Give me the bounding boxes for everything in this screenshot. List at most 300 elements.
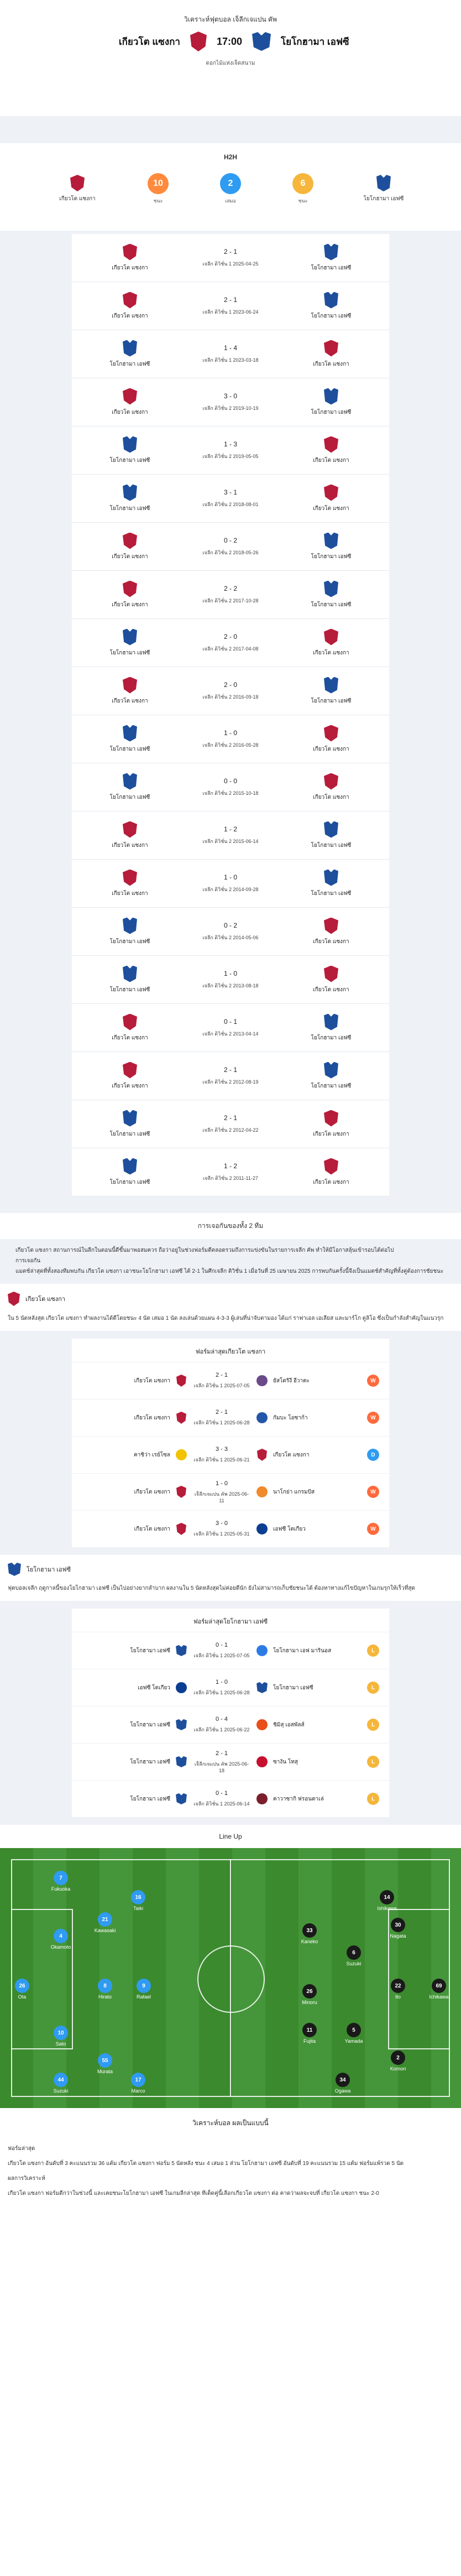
h2h-match-row[interactable] [72,282,389,330]
competition-title: วิเคราะห์ฟุตบอล เจ็ลีกเจแปน คัพ [184,15,277,23]
player-number: 30 [391,1918,405,1932]
match-away-name: เกียวโต แซงกา [313,794,349,800]
form-home-crest [170,1645,192,1656]
match-home [83,629,177,657]
yokohama-crest-icon [123,485,137,501]
match-away [284,485,378,513]
team-crest-icon [256,1756,268,1767]
yokohama-crest-icon [123,1158,137,1175]
form-score: 1 - 0 [215,1679,228,1685]
team-crest-icon [256,1523,268,1534]
yokohama-crest-icon [324,677,338,694]
yokohama-crest-icon [123,1110,137,1127]
player-name: Marco [131,2088,145,2094]
match-home-name: เกียวโต แซงกา [112,553,148,560]
form-row[interactable] [72,1473,389,1510]
match-home [83,1158,177,1186]
player-number: 8 [98,1979,112,1993]
match-away-name: โยโกฮามา เอฟซี [311,842,352,849]
match-date: เจลีก ดิวิชั่น 2 2018-08-01 [202,502,259,507]
kyoto-crest-icon [8,1292,20,1306]
match-away-name: เกียวโต แซงกา [313,361,349,367]
match-away-name: เกียวโต แซงกา [313,1131,349,1137]
player-away [287,2023,332,2044]
match-away-name: เกียวโต แซงกา [313,457,349,464]
form-date: เจ็ลีกเจแปน คัพ 2025-06-18 [194,1761,249,1773]
form-date: เจลีก ดิวิชั่น 1 2025-06-22 [193,1727,250,1732]
kyoto-section-name: เกียวโต แซงกา [25,1296,65,1303]
h2h-match-row[interactable] [72,571,389,619]
result-badge: L [367,1682,379,1694]
h2h-match-row[interactable] [72,619,389,667]
match-away [284,629,378,657]
form-away-name: ชิมิสุ เอสพัลส์ [273,1721,305,1728]
kyoto-crest-icon [324,773,338,790]
match-away [284,292,378,320]
yokohama-form-box [72,1609,389,1817]
form-home-crest [170,1682,192,1693]
player-number: 33 [302,1923,317,1938]
h2h-row [0,161,461,205]
player-name: Ishikawa [377,1906,397,1911]
h2h-match-row[interactable] [72,956,389,1004]
match-date: เจลีก ดิวิชั่น 1 2023-03-18 [202,357,259,363]
match-center [202,585,258,605]
form-row[interactable] [72,1362,389,1399]
analysis-subheading: การเจอกัน [15,1258,41,1264]
form-score: 0 - 1 [215,1790,228,1797]
player-away [376,2051,420,2072]
match-center [202,1066,258,1086]
form-away-name: โยโกฮามา เอฟ มารินอส [273,1647,332,1654]
yokohama-crest-icon [123,629,137,646]
form-center [192,1446,251,1464]
player-home [83,1979,127,2000]
match-away [284,340,378,368]
result-badge: L [367,1645,379,1657]
player-number: 44 [54,2073,68,2087]
player-number: 14 [380,1890,394,1904]
match-home [83,533,177,561]
match-score: 1 - 2 [223,1162,237,1170]
player-away [376,1918,420,1939]
h2h-match-row[interactable] [72,1100,389,1148]
h2h-summary [0,143,461,231]
match-home-name: เกียวโต แซงกา [112,698,148,704]
match-home-name: โยโกฮามา เอฟซี [109,457,150,464]
form-date: เจลีก ดิวิชั่น 1 2025-06-21 [193,1457,250,1463]
player-name: Okamoto [50,1944,71,1950]
wins-count: 10 [148,173,169,194]
form-away-crest [251,1682,273,1693]
result-badge: W [367,1523,379,1535]
yokohama-form-wrap [0,1601,461,1825]
match-away [284,1110,378,1138]
player-home [122,1979,166,2000]
match-away-name: เกียวโต แซงกา [313,505,349,512]
kyoto-crest-icon [324,340,338,357]
match-score: 1 - 4 [223,344,237,352]
yokohama-crest-icon [376,175,391,191]
match-away [284,677,378,705]
match-score: 3 - 0 [223,392,237,400]
yokohama-section-name: โยโกฮามา เอฟซี [27,1567,71,1573]
player-home [83,1912,127,1933]
match-date: เจลีก ดิวิชั่น 2 2016-09-18 [202,694,259,700]
match-away-name: โยโกฮามา เอฟซี [311,698,352,704]
player-name: Kawasaki [94,1928,116,1933]
form-away-name: เกียวโต แซงกา [273,1451,310,1458]
form-center [192,1480,251,1503]
player-home [39,2026,83,2047]
player-away [365,1890,409,1911]
form-row[interactable] [72,1780,389,1817]
match-home [83,485,177,513]
form-center [192,1409,251,1427]
yokohama-crest-icon [252,32,271,51]
match-center [202,248,258,268]
match-home [83,388,177,417]
yokohama-section-header [0,1555,461,1584]
match-date: เจลีก ดิวิชั่น 2 2014-05-06 [202,935,259,940]
match-away-name: โยโกฮามา เอฟซี [311,890,352,897]
losses-label: ชนะ [298,198,308,204]
form-home-name: คาชิว่า เรย์โซล [133,1451,170,1458]
yokohama-crest-icon [324,1014,338,1031]
match-date: เจลีก ดิวิชั่น 2 2011-11-27 [203,1175,258,1181]
form-home-name: เอฟซี โตเกียว [138,1684,170,1691]
match-away [284,870,378,898]
form-score: 2 - 1 [215,1372,228,1378]
prediction-paragraph: เกียวโต แซงกา อันดับที่ 3 คะแนนรวม 36 แต้ม เกียวโต แซงกา ฟอร์ม 5 นัดหลัง ชนะ 4 เสมอ 1 ส่วน โยโกฮามา เอฟซี อันดับที่ 19 คะแนนรวม 15 แต้ม ฟอร์มแพ้รวด 5 นัด [8,2161,404,2167]
match-away-name: โยโกฮามา เอฟซี [311,313,352,319]
player-name: Fujita [303,2038,316,2044]
match-center [202,825,258,845]
player-number: 7 [54,1871,68,1885]
form-away-name: นาโกย่า แกรมปัส [273,1489,315,1495]
kyoto-crest-icon [324,725,338,742]
h2h-match-row[interactable] [72,667,389,715]
match-home-name: โยโกฮามา เอฟซี [109,986,150,993]
away-team-name: โยโกฮามา เอฟซี [281,36,349,47]
form-home-crest [170,1486,192,1498]
match-header [0,0,461,117]
team-crest-icon [176,1449,187,1460]
losses-count: 6 [292,173,313,194]
match-date: เจลีก ดิวิชั่น 2 2012-08-19 [202,1079,259,1085]
match-away [284,436,378,465]
h2h-match-row[interactable] [72,715,389,763]
form-score: 0 - 4 [215,1716,228,1722]
h2h-match-row[interactable] [72,523,389,571]
prediction-title: วิเคราะห์บอล ผลเป็นแบบนี้ [192,2119,269,2127]
h2h-match-list [0,231,461,1213]
kyoto-form-title: ฟอร์มล่าสุดเกียวโต แซงกา [195,1349,266,1355]
kyoto-crest-icon [324,1158,338,1175]
match-date: เจลีก ดิวิชั่น 2 2013-08-18 [202,983,259,988]
h2h-match-row[interactable] [72,234,389,282]
form-row[interactable] [72,1436,389,1473]
match-center [202,537,258,556]
h2h-title: H2H [223,153,237,161]
form-home-crest [170,1412,192,1424]
match-score: 3 - 1 [223,488,237,496]
player-name: Minoru [302,2000,317,2005]
match-home [83,821,177,850]
result-badge: L [367,1793,379,1805]
match-date: เจลีก ดิวิชั่น 2 2018-05-26 [202,550,259,555]
h2h-match-row[interactable] [72,860,389,908]
match-home-name: เกียวโต แซงกา [112,890,148,897]
yokohama-crest-icon [176,1793,187,1804]
form-away-name: ซางัน โทสุ [273,1758,298,1765]
match-away-name: โยโกฮามา เอฟซี [311,409,352,415]
player-home [39,1871,83,1892]
player-name: Yamada [344,2038,363,2044]
kyoto-crest-icon [123,292,137,309]
form-score: 2 - 1 [215,1750,228,1757]
match-score: 2 - 0 [223,681,237,689]
kyoto-crest-icon [324,485,338,501]
match-away [284,1062,378,1090]
match-center [202,344,258,364]
form-center [192,1679,251,1696]
form-away-crest [251,1756,273,1767]
kyoto-crest-icon [324,436,338,453]
venue: ดอกไม้แห่งเจ็ดสนาม [206,60,255,66]
match-score: 2 - 1 [223,296,237,304]
yokohama-crest-icon [324,292,338,309]
yokohama-crest-icon [324,244,338,261]
player-away [321,2073,365,2094]
match-home-name: เกียวโต แซงกา [112,842,148,849]
form-date: เจ็ลีกเจแปน คัพ 2025-06-11 [194,1491,249,1503]
kickoff-time: 17:00 [216,35,243,47]
form-date: เจลีก ดิวิชั่น 1 2025-06-28 [193,1690,250,1695]
form-away-crest [251,1375,273,1386]
form-away-crest [251,1645,273,1656]
form-home-name: เกียวโต แซงกา [134,1377,170,1384]
match-score: 1 - 0 [223,873,237,881]
kyoto-crest-icon [123,870,137,886]
player-home [0,1979,44,2000]
match-score: 0 - 0 [223,777,237,785]
match-home-name: โยโกฮามา เอฟซี [109,1131,150,1137]
form-row[interactable] [72,1632,389,1669]
h2h-match-row[interactable] [72,763,389,811]
yokohama-crest-icon [324,821,338,838]
player-number: 26 [302,1984,317,1999]
centre-circle [197,1945,265,2013]
form-home-crest [170,1756,192,1767]
match-center [202,681,258,701]
match-home [83,1110,177,1138]
player-name: Taiki [133,1906,143,1911]
yokohama-crest-icon [8,1563,21,1576]
kyoto-crest-icon [123,677,137,694]
match-score: 0 - 2 [223,537,237,544]
match-home-name: โยโกฮามา เอฟซี [109,1179,150,1185]
form-score: 2 - 1 [215,1409,228,1416]
match-home-name: โยโกฮามา เอฟซี [109,505,150,512]
match-home [83,340,177,368]
match-home [83,725,177,753]
match-away-name: เกียวโต แซงกา [313,746,349,752]
player-away [332,1945,376,1966]
h2h-match-row[interactable] [72,426,389,475]
player-home [116,1890,160,1911]
yokohama-crest-icon [176,1756,187,1767]
match-score: 0 - 1 [223,1018,237,1026]
match-away-name: โยโกฮามา เอฟซี [311,264,352,271]
match-center [202,1114,258,1134]
player-number: 4 [54,1929,68,1943]
kyoto-section-header [0,1284,461,1314]
form-home-crest [170,1719,192,1730]
match-center [202,729,258,749]
player-name: Ota [18,1994,27,2000]
form-row[interactable] [72,1669,389,1706]
form-home-name: โยโกฮามา เอฟซี [130,1721,170,1728]
match-date: เจลีก ดิวิชั่น 2 2014-09-28 [202,887,259,892]
team-crest-icon [256,1645,268,1656]
match-home [83,1014,177,1042]
player-name: Ogawa [334,2088,351,2094]
player-away [417,1979,461,2000]
match-away-name: เกียวโต แซงกา [313,938,349,945]
yokohama-crest-icon [123,725,137,742]
match-home [83,918,177,946]
form-score: 3 - 0 [215,1520,228,1527]
h2h-home [44,175,111,203]
player-away [287,1984,332,2005]
form-away-name: คาวาซากิ ฟรอนตาเล่ [273,1796,324,1802]
match-away [284,1158,378,1186]
draws-label: เสมอ [225,198,236,204]
player-number: 69 [432,1979,446,1993]
match-center [202,1018,258,1038]
h2h-match-row[interactable] [72,378,389,426]
yokohama-form-list [72,1632,389,1817]
match-home [83,292,177,320]
kyoto-crest-icon [324,629,338,646]
match-home [83,677,177,705]
kyoto-crest-icon [176,1412,186,1424]
form-away-crest [251,1719,273,1730]
match-score: 2 - 1 [223,1114,237,1122]
kyoto-crest-icon [176,1375,186,1387]
divider-band [0,117,461,143]
form-away-crest [251,1523,273,1534]
match-score: 1 - 0 [223,970,237,977]
yokohama-crest-icon [123,773,137,790]
match-away-name: โยโกฮามา เอฟซี [311,1034,352,1041]
team-crest-icon [256,1412,268,1423]
h2h-match-row[interactable] [72,475,389,523]
yokohama-crest-icon [324,1062,338,1079]
form-away-name: กัมบะ โอซาก้า [273,1414,308,1421]
form-away-crest [251,1412,273,1423]
match-away [284,773,378,802]
player-number: 16 [131,1890,145,1904]
match-date: เจลีก ดิวิชั่น 1 2023-06-24 [202,309,259,315]
form-center [192,1790,251,1808]
form-away-crest [251,1793,273,1804]
player-name: Murata [97,2069,113,2074]
player-home [39,1929,83,1950]
match-center [202,777,258,797]
match-home-name: โยโกฮามา เอฟซี [109,746,150,752]
result-badge: D [367,1449,379,1461]
analysis-text [8,1246,453,1276]
form-row[interactable] [72,1743,389,1780]
player-number: 34 [336,2073,350,2087]
h2h-match-row[interactable] [72,1148,389,1196]
player-name: Komori [390,2066,406,2072]
player-number: 55 [98,2053,112,2068]
match-away-name: เกียวโต แซงกา [313,649,349,656]
form-score: 0 - 1 [215,1642,228,1648]
match-date: เจลีก ดิวิชั่น 2 2015-06-14 [202,839,259,844]
kyoto-crest-icon [324,966,338,982]
h2h-match-row[interactable] [72,330,389,378]
match-home-name: เกียวโต แซงกา [112,313,148,319]
match-score: 2 - 2 [223,585,237,592]
form-row[interactable] [72,1510,389,1547]
player-number: 9 [137,1979,151,1993]
home-team-name: เกียวโต แซงกา [118,36,180,47]
h2h-match-row[interactable] [72,1004,389,1052]
form-score: 3 - 3 [215,1446,228,1453]
yokohama-section-text: ฟุตบอลเจลีก ฤดูกาลนี้ของโยโกฮามา เอฟซี เป็นไปอย่างยากลำบาก ผลงานใน 5 นัดหลังสุดไม่ค่อยดีนัก ยังไม่สามารถเก็บชัยชนะได้ ต้องหาทางแก้ไขปัญหาในเกมรุกให้เร็วที่สุด [8,1585,415,1591]
kyoto-form-wrap [0,1331,461,1555]
match-date: เจลีก ดิวิชั่น 2 2015-10-18 [202,790,259,796]
analysis-paragraph: แมตช์ล่าสุดที่ทั้งสองทีมพบกัน เกียวโต แซงกา เอาชนะโยโกฮามา เอฟซี ได้ 2-1 ในศึกเจลีก ดิวิชั่น 1 เมื่อวันที่ 25 เมษายน 2025 การพบกันครั้งนี้จึงเป็นแมตช์สำคัญที่ทั้งคู่ต้องการชัยชนะ [15,1268,444,1274]
match-home-name: โยโกฮามา เอฟซี [109,361,150,367]
yokohama-crest-icon [324,581,338,597]
form-home-name: เกียวโต แซงกา [134,1526,170,1532]
match-score: 1 - 2 [223,825,237,833]
h2h-match-row[interactable] [72,811,389,860]
draws-count: 2 [220,173,241,194]
player-away [332,2023,376,2044]
match-away [284,388,378,417]
player-number: 6 [347,1945,361,1960]
kyoto-crest-icon [123,1062,137,1079]
match-away [284,918,378,946]
prediction-heading: ฟอร์มล่าสุด [8,2146,35,2152]
form-date: เจลีก ดิวิชั่น 1 2025-06-14 [193,1801,250,1807]
kyoto-crest-icon [123,581,137,597]
form-row[interactable] [72,1706,389,1743]
match-center [202,873,258,893]
form-date: เจลีก ดิวิชั่น 1 2025-07-05 [193,1383,250,1388]
h2h-match-row[interactable] [72,908,389,956]
player-away [287,1923,332,1944]
player-name: Sato [55,2041,66,2047]
team-crest-icon [176,1682,187,1693]
match-center [202,296,258,316]
match-away [284,821,378,850]
prediction-heading: ผลการวิเคราะห์ [8,2176,45,2182]
h2h-match-row[interactable] [72,1052,389,1100]
form-row[interactable] [72,1399,389,1436]
match-score: 0 - 2 [223,922,237,929]
match-score: 1 - 0 [223,729,237,737]
form-center [192,1750,251,1773]
form-home-name: เกียวโต แซงกา [134,1489,170,1495]
player-name: Ichikawa [429,1994,449,2000]
